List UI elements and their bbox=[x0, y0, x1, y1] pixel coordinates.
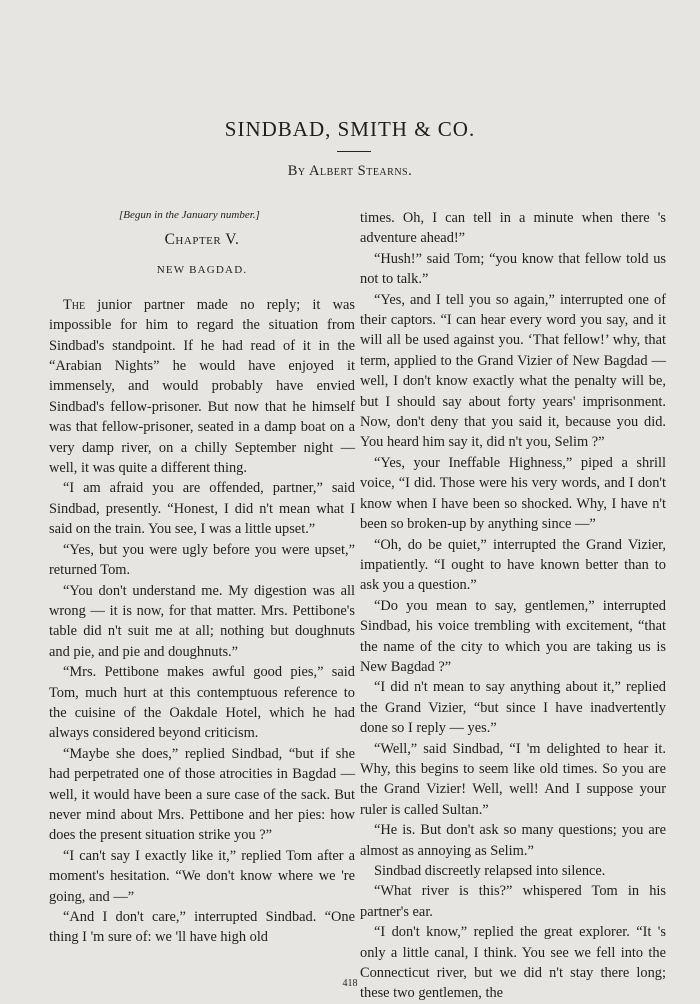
page-number: 418 bbox=[342, 978, 358, 989]
chapter-heading: Chapter V. bbox=[164, 231, 240, 248]
paragraph: “Yes, but you were ugly before you were upset,” returned Tom. bbox=[49, 541, 355, 579]
paragraph: “Oh, do be quiet,” interrupted the Grand Vizier, impatiently. “I ought to have known better than to ask you a question.” bbox=[360, 536, 666, 594]
paragraph-continued: times. Oh, I can tell in a minute when there 's adventure ahead!” bbox=[360, 210, 666, 247]
paragraph: “I did n't mean to say anything about it,” replied the Grand Vizier, “but since I have inadvertently done so I reply — yes.” bbox=[360, 679, 666, 737]
right-column bbox=[360, 208, 666, 1004]
title-divider bbox=[337, 151, 371, 152]
lead-word: The bbox=[63, 296, 86, 313]
paragraph: “I am afraid you are offended, partner,” said Sindbad, presently. “Honest, I did n't mean what I said on the train. You see, I was a little upset.” bbox=[49, 480, 355, 538]
paragraph: Sindbad discreetly relapsed into silence. bbox=[374, 863, 606, 879]
paragraph: “He is. But don't ask so many questions; you are almost as annoying as Selim.” bbox=[360, 822, 666, 859]
paragraph: “You don't understand me. My digestion was all wrong — it is now, for that matter. Mrs. Pettibone's table did n't suit me at all; nothing but doughnuts and pie, and pie and doughnuts.” bbox=[49, 582, 355, 660]
paragraph: “I don't know,” replied the great explorer. “It 's only a little canal, I think. You see we fell into the Connecticut river, but we did n't stay there long; these two gentlemen, the bbox=[360, 924, 666, 1002]
paragraph: “Mrs. Pettibone makes awful good pies,” said Tom, much hurt at this contemptuous reference to the cuisine of the Oakdale Hotel, which he had always considered beyond criticism. bbox=[49, 664, 355, 742]
left-column bbox=[49, 208, 355, 948]
paragraph: “Well,” said Sindbad, “I 'm delighted to hear it. Why, this begins to seem like old times. So you are the Grand Vizier! Well, well! And I suppose your ruler is called Sultan.” bbox=[360, 740, 666, 818]
paragraph: “Hush!” said Tom; “you know that fellow told us not to talk.” bbox=[360, 250, 666, 288]
article-title: SINDBAD, SMITH & CO. bbox=[224, 117, 476, 141]
paragraph: “And I don't care,” interrupted Sindbad. “One thing I 'm sure of: we 'll have high old bbox=[49, 909, 355, 946]
paragraph: “Yes, and I tell you so again,” interrupted one of their captors. “I can hear every word you say, and it will all be used against you. ‘That fellow!’ why, that term, applied to the Grand Vizier of New Bagdad — well, I don't know exactly what the penalty will be, but I should say about forty years' imprisonment. Now, don't deny that you said it, because you did. You heard him say it, did n't you, Selim ?” bbox=[360, 291, 666, 451]
chapter-subheading: NEW BAGDAD. bbox=[156, 264, 248, 277]
byline: By Albert Stearns. bbox=[287, 163, 413, 179]
paragraph: “What river is this?” whispered Tom in his partner's ear. bbox=[360, 883, 666, 920]
paragraph: “I can't say I exactly like it,” replied Tom after a moment's hesitation. “We don't know where we 're going, and —” bbox=[49, 847, 355, 905]
serial-note: [Begun in the January number.] bbox=[119, 209, 260, 221]
paragraph: “Maybe she does,” replied Sindbad, “but if she had perpetrated one of those atrocities in Bagdad — well, it would have been a sure case of the sack. But never mind about Mrs. Pettibone and her pies: how does the present situation strike you ?” bbox=[49, 745, 355, 844]
opening-paragraph bbox=[49, 295, 355, 479]
opening-text: junior partner made no reply; it was impossible for him to regard the situation from Sindbad's standpoint. If he had read of it in the “Arabian Nights” he would have enjoyed it immensely, and would probably have envied Sindbad's fellow-prisoner. But now that he himself was that fellow-prisoner, seated in a damp boat on a very damp river, on a chilly September night — well, it was quite a different thing. bbox=[49, 296, 355, 477]
paragraph: “Do you mean to say, gentlemen,” interrupted Sindbad, his voice trembling with excitement, “that the name of the city to which you are taking us is New Bagdad ?” bbox=[360, 597, 666, 675]
paragraph: “Yes, your Ineffable Highness,” piped a shrill voice, “I did. Those were his very words, and I don't know when I have been so shocked. Why, I have n't been so broken-up by anything since —” bbox=[360, 454, 666, 533]
